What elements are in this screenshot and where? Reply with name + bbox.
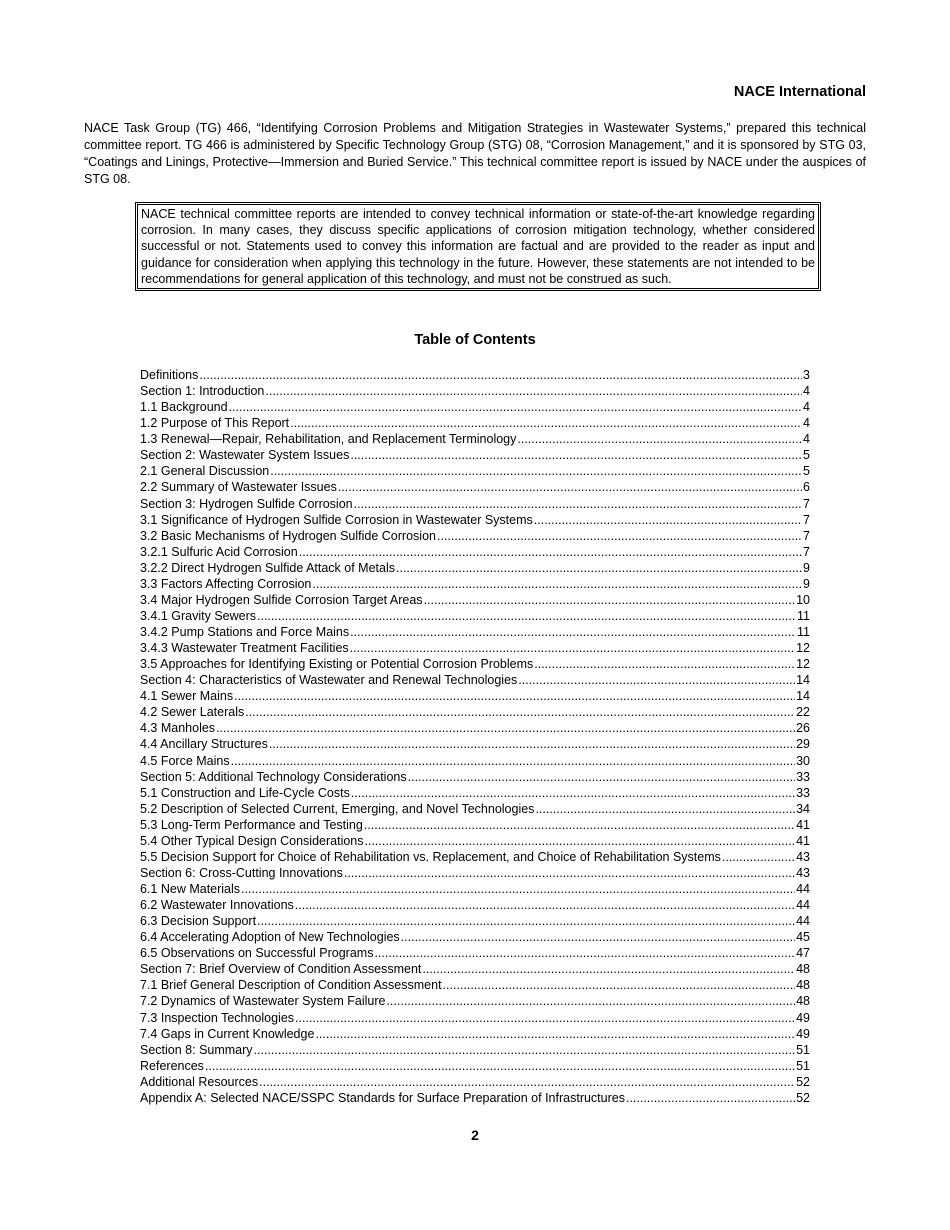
toc-entry-title: 4.1 Sewer Mains — [140, 689, 234, 704]
toc-leader-dots — [344, 865, 795, 881]
toc-leader-dots — [722, 849, 795, 865]
toc-entry-page: 34 — [796, 801, 810, 816]
toc-entry — [140, 431, 810, 447]
toc-leader-dots — [216, 720, 795, 736]
toc-entry — [140, 881, 810, 897]
toc-leader-dots — [257, 913, 795, 929]
toc-leader-dots — [295, 1010, 795, 1026]
toc-entry-page: 52 — [796, 1090, 810, 1105]
toc-entry-title: 4.5 Force Mains — [140, 753, 230, 768]
toc-entry — [140, 383, 810, 399]
toc-entry-title: Section 8: Summary — [140, 1042, 253, 1057]
toc-entry — [140, 479, 810, 495]
toc-entry-title: 3.4.2 Pump Stations and Force Mains — [140, 625, 350, 639]
intro-paragraph: NACE Task Group (TG) 466, “Identifying Corrosion Problems and Mitigation Strategies in Wastewater Systems,” prepared this technical committee report. TG 466 is administered by Specific Technology Group (STG) 08, “Corrosion Management,” and it is sponsored by STG 03, “Coatings and Linings, Protective—Immersion and Buried Service.” This technical committee report is issued by NACE under the auspices of STG 08. — [84, 121, 866, 186]
toc-leader-dots — [259, 1074, 795, 1090]
toc-entry-title: 4.4 Ancillary Structures — [140, 737, 268, 752]
toc-entry — [140, 544, 810, 560]
toc-entry — [140, 1090, 810, 1106]
toc-leader-dots — [626, 1090, 795, 1106]
table-of-contents — [140, 367, 810, 1106]
toc-entry — [140, 528, 810, 544]
toc-entry — [140, 576, 810, 592]
toc-entry — [140, 1042, 810, 1058]
toc-entry-page: 7 — [803, 512, 810, 527]
toc-entry-page: 30 — [796, 753, 810, 768]
toc-entry-title: Section 4: Characteristics of Wastewater and Renewal Technologies — [140, 673, 518, 688]
toc-entry — [140, 720, 810, 736]
toc-entry-page: 3 — [803, 368, 810, 382]
toc-entry-title: 3.2.1 Sulfuric Acid Corrosion — [140, 544, 298, 559]
toc-leader-dots — [290, 415, 802, 431]
toc-entry-page: 4 — [803, 400, 810, 415]
toc-entry-page: 29 — [796, 737, 810, 752]
toc-entry — [140, 672, 810, 688]
toc-entry — [140, 608, 810, 624]
toc-entry — [140, 463, 810, 479]
toc-leader-dots — [365, 833, 796, 849]
toc-entry-page: 7 — [803, 528, 810, 543]
toc-entry — [140, 1010, 810, 1026]
toc-leader-dots — [534, 656, 795, 672]
toc-entry-page: 33 — [796, 769, 810, 784]
toc-entry-title: Additional Resources — [140, 1074, 259, 1089]
toc-entry-page: 48 — [796, 994, 810, 1009]
toc-entry-title: 3.2.2 Direct Hydrogen Sulfide Attack of Metals — [140, 560, 395, 575]
toc-leader-dots — [350, 624, 796, 640]
toc-title: Table of Contents — [414, 332, 536, 348]
toc-leader-dots — [351, 785, 795, 801]
toc-entry-title: Section 1: Introduction — [140, 384, 265, 399]
notice-box: NACE technical committee reports are intended to convey technical information or state-of-the-art knowledge regarding corrosion. In many cases, they discuss specific applications of corrosion mitigation technology, whether considered successful or not. Statements used to convey this information are factual and are provided to the reader as input and guidance for consideration when applying this technology in the future. However, these statements are not intended to be recommendations for general application of this technology, and must not be construed as such. — [135, 202, 821, 291]
toc-entry — [140, 849, 810, 865]
toc-entry-title: 5.4 Other Typical Design Considerations — [140, 833, 364, 848]
toc-leader-dots — [401, 929, 795, 945]
toc-entry-title: 5.3 Long-Term Performance and Testing — [140, 817, 363, 832]
toc-entry-page: 47 — [796, 946, 810, 961]
toc-entry-page: 9 — [803, 560, 810, 575]
toc-entry-page: 44 — [796, 898, 810, 913]
toc-leader-dots — [257, 608, 796, 624]
toc-leader-dots — [517, 431, 802, 447]
toc-leader-dots — [299, 544, 802, 560]
toc-entry — [140, 512, 810, 528]
toc-leader-dots — [199, 367, 802, 383]
toc-entry-title: 2.1 General Discussion — [140, 464, 270, 479]
toc-entry-title: 6.2 Wastewater Innovations — [140, 898, 294, 913]
toc-entry-page: 48 — [796, 962, 810, 977]
toc-entry — [140, 961, 810, 977]
toc-leader-dots — [269, 736, 795, 752]
toc-leader-dots — [374, 945, 795, 961]
toc-entry-page: 49 — [796, 1026, 810, 1041]
toc-entry-title: 3.4.3 Wastewater Treatment Facilities — [140, 641, 349, 656]
toc-entry-title: Appendix A: Selected NACE/SSPC Standards for Surface Preparation of Infrastructures — [140, 1090, 625, 1105]
toc-leader-dots — [396, 560, 802, 576]
toc-entry-page: 41 — [796, 833, 810, 848]
toc-entry — [140, 913, 810, 929]
toc-entry-page: 33 — [796, 785, 810, 800]
toc-entry-page: 11 — [797, 608, 810, 623]
toc-entry — [140, 656, 810, 672]
toc-entry-title: 3.2 Basic Mechanisms of Hydrogen Sulfide Corrosion — [140, 528, 436, 543]
toc-entry-page: 45 — [796, 930, 810, 945]
toc-leader-dots — [443, 977, 796, 993]
toc-leader-dots — [534, 512, 802, 528]
toc-leader-dots — [312, 576, 802, 592]
toc-entry — [140, 977, 810, 993]
toc-entry-title: 1.2 Purpose of This Report — [140, 416, 290, 431]
toc-entry-title: 7.4 Gaps in Current Knowledge — [140, 1026, 315, 1041]
toc-entry — [140, 945, 810, 961]
toc-leader-dots — [254, 1042, 796, 1058]
toc-entry-page: 4 — [803, 432, 810, 447]
toc-entry-title: 1.3 Renewal—Repair, Rehabilitation, and Replacement Terminology — [140, 432, 517, 447]
toc-entry-title: 7.2 Dynamics of Wastewater System Failure — [140, 994, 386, 1009]
toc-entry-page: 22 — [796, 705, 810, 720]
toc-entry-page: 14 — [796, 673, 810, 688]
toc-entry — [140, 865, 810, 881]
toc-entry-page: 12 — [796, 657, 810, 672]
toc-entry — [140, 624, 810, 640]
toc-entry-page: 43 — [796, 865, 810, 880]
toc-leader-dots — [408, 769, 795, 785]
toc-entry — [140, 1026, 810, 1042]
toc-entry-page: 52 — [796, 1074, 810, 1089]
toc-leader-dots — [205, 1058, 795, 1074]
toc-leader-dots — [241, 881, 795, 897]
toc-entry-page: 51 — [796, 1042, 810, 1057]
toc-entry — [140, 736, 810, 752]
toc-entry — [140, 640, 810, 656]
toc-entry — [140, 801, 810, 817]
toc-entry-title: 2.2 Summary of Wastewater Issues — [140, 480, 337, 495]
toc-entry-page: 44 — [796, 914, 810, 929]
toc-entry — [140, 496, 810, 512]
toc-entry-page: 11 — [797, 625, 810, 639]
toc-entry-title: References — [140, 1058, 204, 1073]
toc-entry — [140, 993, 810, 1009]
toc-entry-page: 44 — [796, 882, 810, 896]
toc-entry-page: 12 — [796, 641, 810, 656]
toc-entry-title: 7.1 Brief General Description of Condition Assessment — [140, 978, 442, 993]
toc-entry-title: 3.4.1 Gravity Sewers — [140, 608, 257, 623]
toc-entry-title: 3.3 Factors Affecting Corrosion — [140, 576, 312, 591]
toc-entry-page: 43 — [796, 849, 810, 864]
toc-leader-dots — [231, 753, 795, 769]
toc-entry-title: Section 3: Hydrogen Sulfide Corrosion — [140, 496, 353, 511]
toc-entry-page: 51 — [796, 1058, 810, 1073]
toc-entry — [140, 1058, 810, 1074]
toc-entry-title: 4.3 Manholes — [140, 721, 216, 736]
toc-entry — [140, 399, 810, 415]
toc-leader-dots — [386, 993, 795, 1009]
toc-leader-dots — [234, 688, 795, 704]
page-number: 2 — [471, 1127, 479, 1143]
toc-leader-dots — [295, 897, 795, 913]
toc-entry-page: 41 — [796, 817, 810, 832]
toc-entry-page: 6 — [803, 480, 810, 495]
toc-entry-page: 48 — [796, 978, 810, 993]
toc-entry — [140, 753, 810, 769]
toc-entry-title: 5.1 Construction and Life-Cycle Costs — [140, 785, 350, 800]
toc-entry — [140, 688, 810, 704]
toc-entry-title: 1.1 Background — [140, 400, 228, 415]
toc-entry-title: 6.3 Decision Support — [140, 914, 257, 929]
toc-entry-title: 3.1 Significance of Hydrogen Sulfide Corrosion in Wastewater Systems — [140, 512, 533, 527]
toc-leader-dots — [424, 592, 796, 608]
toc-entry-title: 5.5 Decision Support for Choice of Rehabilitation vs. Replacement, and Choice of Rehabilitation Systems — [140, 849, 721, 864]
toc-entry — [140, 769, 810, 785]
toc-leader-dots — [350, 640, 795, 656]
toc-entry-title: Section 5: Additional Technology Considerations — [140, 769, 407, 784]
toc-entry — [140, 897, 810, 913]
toc-leader-dots — [364, 817, 795, 833]
toc-entry — [140, 833, 810, 849]
toc-entry — [140, 929, 810, 945]
toc-leader-dots — [354, 496, 802, 512]
toc-leader-dots — [350, 447, 802, 463]
toc-leader-dots — [229, 399, 802, 415]
toc-entry-title: 5.2 Description of Selected Current, Emerging, and Novel Technologies — [140, 801, 535, 816]
toc-entry-title: 7.3 Inspection Technologies — [140, 1010, 295, 1025]
toc-entry-title: Section 7: Brief Overview of Condition Assessment — [140, 962, 422, 977]
toc-entry-page: 10 — [796, 592, 810, 607]
toc-leader-dots — [535, 801, 795, 817]
toc-entry-title: Section 6: Cross-Cutting Innovations — [140, 865, 343, 880]
toc-entry-page: 14 — [796, 689, 810, 704]
toc-leader-dots — [265, 383, 802, 399]
toc-entry — [140, 704, 810, 720]
toc-leader-dots — [315, 1026, 795, 1042]
toc-entry-page: 9 — [803, 576, 810, 591]
toc-leader-dots — [518, 672, 795, 688]
toc-leader-dots — [338, 479, 802, 495]
toc-leader-dots — [437, 528, 802, 544]
header-org: NACE International — [733, 84, 866, 100]
toc-entry-page: 5 — [803, 464, 810, 479]
toc-entry-page: 49 — [796, 1010, 810, 1025]
toc-entry-title: 6.1 New Materials — [140, 882, 241, 896]
toc-entry — [140, 367, 810, 383]
toc-entry — [140, 785, 810, 801]
toc-entry — [140, 447, 810, 463]
toc-entry-title: 6.4 Accelerating Adoption of New Technologies — [140, 930, 400, 945]
toc-entry-page: 7 — [803, 496, 810, 511]
toc-entry-page: 26 — [796, 721, 810, 736]
toc-entry-title: 4.2 Sewer Laterals — [140, 705, 245, 720]
toc-entry-title: 3.5 Approaches for Identifying Existing or Potential Corrosion Problems — [140, 657, 534, 672]
toc-entry-title: Definitions — [140, 368, 199, 382]
toc-entry-page: 4 — [803, 384, 810, 399]
toc-entry — [140, 817, 810, 833]
toc-entry — [140, 1074, 810, 1090]
toc-leader-dots — [245, 704, 795, 720]
toc-entry — [140, 592, 810, 608]
toc-entry-title: Section 2: Wastewater System Issues — [140, 448, 350, 463]
toc-entry — [140, 415, 810, 431]
toc-leader-dots — [270, 463, 802, 479]
toc-entry-title: 3.4 Major Hydrogen Sulfide Corrosion Target Areas — [140, 592, 423, 607]
toc-entry-page: 5 — [803, 448, 810, 463]
toc-entry-page: 7 — [803, 544, 810, 559]
toc-entry — [140, 560, 810, 576]
toc-entry-title: 6.5 Observations on Successful Programs — [140, 946, 374, 961]
toc-leader-dots — [422, 961, 795, 977]
toc-entry-page: 4 — [803, 416, 810, 431]
